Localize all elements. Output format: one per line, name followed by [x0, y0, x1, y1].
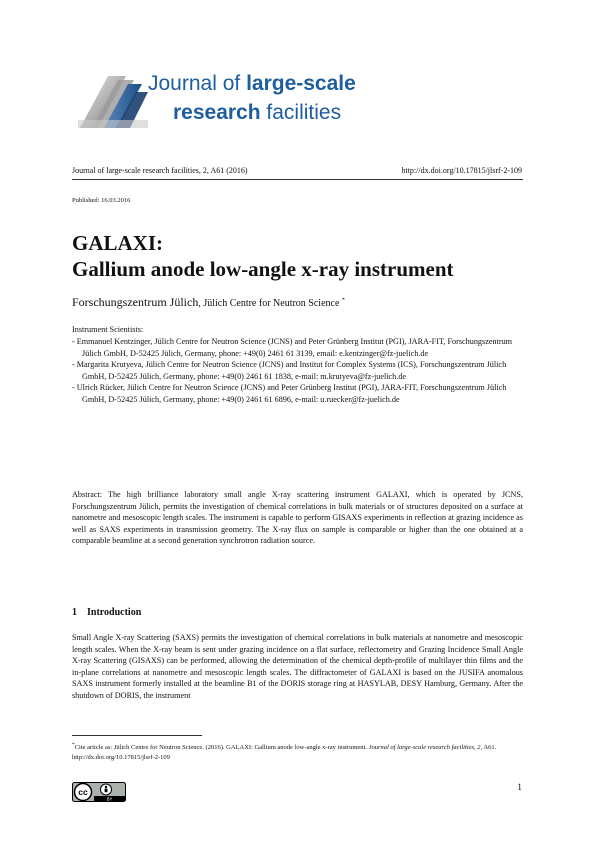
journal-logo-icon — [78, 70, 150, 130]
author-org: Forschungszentrum Jülich — [72, 295, 199, 309]
list-item: - Ulrich Rücker, Jülich Centre for Neutron Science (JCNS) and Peter Grünberg Institut (PGI), JARA-FIT, Forschungszentrum Jülich GmbH, D-52425 Jülich, Germany, phone: +49(0) 2461 61 6896, e-mail: u.ruecker@fz-juelich.de — [72, 383, 507, 404]
svg-text:cc: cc — [78, 787, 88, 798]
journal-citation: Journal of large-scale research facilities, 2, A61 (2016) — [72, 166, 248, 175]
intro-paragraph: Small Angle X-ray Scattering (SAXS) permits the investigation of chemical correlations in bulk materials at nanometre and mesoscopic length scales. When the X-ray beam is sent under grazing incidence on a flat surface, reflectometry and Grazing Incidence Small Angle X-ray Scattering (GISAXS) can be performed, allowing the determination of the chemical depth-profile of multilayer thin films and the in-plane correlations at nanometre and mesoscopic length scales. The diffractometer of GALAXI is based on the JUSIFA anomalous SAXS instrument formerly installed at the beamline B1 of the DORIS storage ring at HASYLAB, DESY Hamburg, Germany. After the shutdown of DORIS, the instrument — [72, 633, 523, 700]
doi-link[interactable]: http://dx.doi.org/10.17815/jlsrf-2-109 — [401, 166, 522, 175]
footnote — [72, 740, 523, 763]
published-date: Published: 16.03.2016 — [72, 197, 131, 204]
footnote-mark[interactable]: * — [341, 297, 345, 304]
journal-logo-text-line2: research facilities — [173, 101, 342, 124]
instrument-scientists-list — [72, 336, 523, 405]
journal-logo-text-line1: Journal of large-scale — [148, 72, 356, 95]
footnote-journal: Journal of large-scale research facilities, 2 — [368, 744, 481, 752]
footnote-doi: , A61. http://dx.doi.org/10.17815/jlsrf-2-109 — [72, 744, 497, 762]
svg-text:BY: BY — [106, 796, 113, 802]
header-rule — [72, 179, 523, 180]
footnote-text: Cite article as: Jülich Centre for Neutron Science. (2016). GALAXI: Gallium anode low-angle x-ray instrument. — [74, 744, 369, 752]
article-title — [72, 230, 454, 282]
section-heading — [72, 607, 141, 618]
abstract: Abstract: The high brilliance laboratory small angle X-ray scattering instrument GALAXI, which is operated by JCNS, Forschungszentrum Jülich, permits the investigation of chemical correlations in bulk materials or of structures deposited on a surface at nanometre and mesoscopic length scales. The instrument is capable to perform GISAXS experiments in reflection at grazing incidence as well as SAXS experiments in transmission geometry. The X-ray flux on sample is comparable or higher than the one obtained at a comparable beamline at a second generation synchrotron radiation source. — [72, 490, 523, 545]
section-number: 1 — [72, 607, 77, 618]
cc-by-license-badge[interactable] — [72, 782, 126, 802]
instrument-scientists-heading: Instrument Scientists: — [72, 325, 144, 334]
page-number: 1 — [517, 783, 522, 793]
author-centre: , Jülich Centre for Neutron Science — [198, 298, 340, 309]
list-item: - Margarita Krutyeva, Jülich Centre for Neutron Science (JCNS) and Institut for Complex Systems (ICS), Forschungszentrum Jülich GmbH, D-52425 Jülich, Germany, phone: +49(0) 2461 61 1838, e-mail: m.krutyeva@fz-juelich.de — [72, 360, 507, 381]
author-line — [72, 295, 345, 310]
section-title: Introduction — [87, 607, 142, 618]
article-title-line1: GALAXI: — [72, 231, 164, 255]
footnote-rule — [72, 735, 202, 736]
footnote-marker: * — [72, 742, 75, 748]
list-item: - Emmanuel Kentzinger, Jülich Centre for Neutron Science (JCNS) and Peter Grünberg Institut (PGI), JARA-FIT, Forschungszentrum Jülich GmbH, D-52425 Jülich, Germany, phone: +49(0) 2461 61 3139, email: e.kentzinger@fz-juelich.de — [72, 337, 513, 358]
article-title-line2: Gallium anode low-angle x-ray instrument — [72, 257, 454, 281]
